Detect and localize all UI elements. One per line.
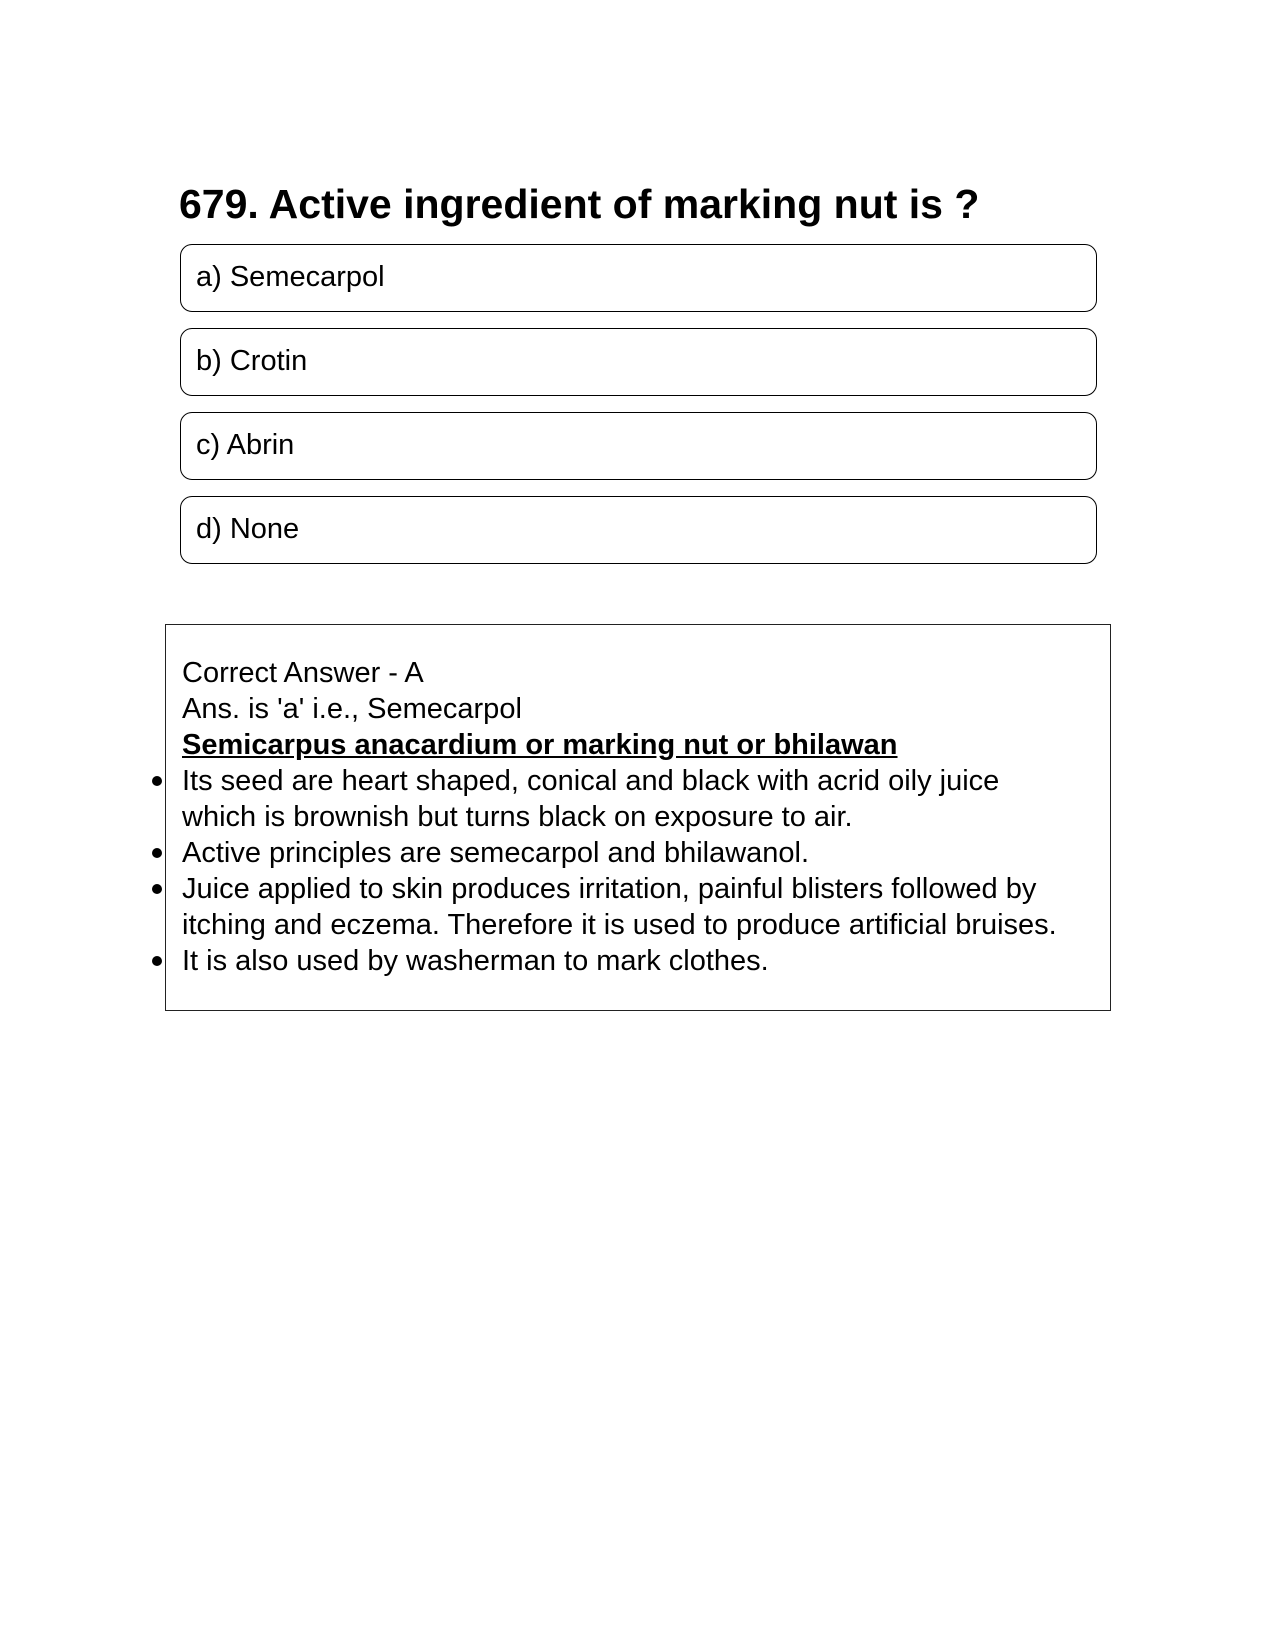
option-a[interactable]: a) Semecarpol — [180, 244, 1097, 312]
bullet-item — [182, 871, 1097, 943]
bullet-text: Active principles are semecarpol and bhilawanol. — [182, 837, 810, 869]
bullet-dot-icon — [152, 848, 162, 858]
bullet-item — [182, 835, 1082, 871]
bullet-dot-icon — [152, 776, 162, 786]
option-c[interactable]: c) Abrin — [180, 412, 1097, 480]
answer-box — [165, 624, 1111, 1011]
answer-explanation: Ans. is 'a' i.e., Semecarpol — [182, 693, 522, 725]
question-title: 679. Active ingredient of marking nut is ? — [179, 181, 980, 227]
bullet-item — [182, 943, 1082, 979]
bullet-dot-icon — [152, 956, 162, 966]
bullet-text: Juice applied to skin produces irritation, painful blisters followed by itching and eczema. Therefore it is used to produce artificial bruises. — [182, 873, 1057, 941]
option-d[interactable]: d) None — [180, 496, 1097, 564]
bullet-dot-icon — [152, 884, 162, 894]
bullet-text: Its seed are heart shaped, conical and black with acrid oily juice which is brownish but turns black on exposure to air. — [182, 765, 1000, 833]
option-b[interactable]: b) Crotin — [180, 328, 1097, 396]
options-list — [180, 244, 1097, 580]
correct-answer: Correct Answer - A — [182, 657, 424, 689]
bullet-text: It is also used by washerman to mark clothes. — [182, 945, 769, 977]
answer-heading: Semicarpus anacardium or marking nut or bhilawan — [182, 729, 898, 761]
explanation-bullets — [182, 763, 1110, 979]
bullet-item — [182, 763, 1022, 835]
